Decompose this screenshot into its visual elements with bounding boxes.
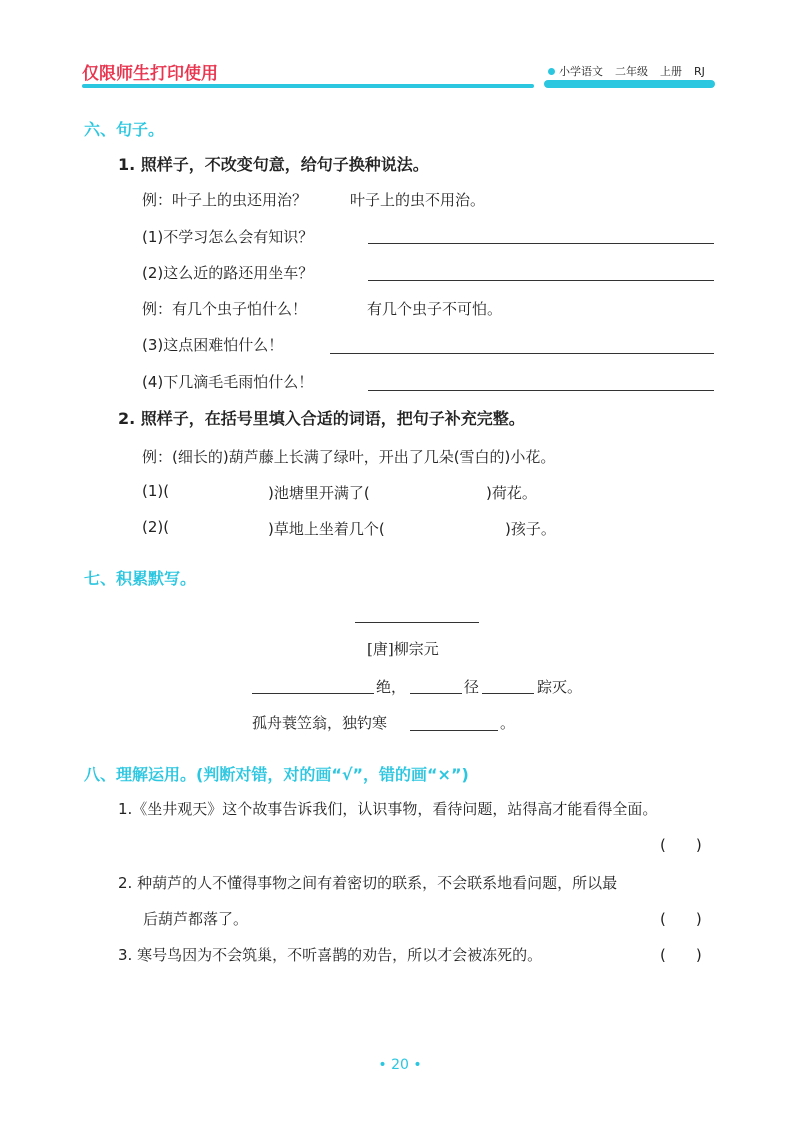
answer-line[interactable] bbox=[330, 353, 714, 354]
poem-line2-a: 孤舟蓑笠翁，独钓寒 bbox=[252, 714, 388, 732]
header-bar bbox=[82, 84, 534, 88]
answer-line[interactable] bbox=[368, 280, 714, 281]
header-grade: 二年级 bbox=[615, 65, 648, 78]
s6-q1-example1-answer: 叶子上的虫不用治。 bbox=[350, 191, 486, 209]
header-book-info bbox=[548, 63, 705, 79]
answer-line[interactable] bbox=[368, 390, 714, 391]
s6-q1-item1: (1)不学习怎么会有知识？ bbox=[142, 228, 314, 246]
header-title: 仅限师生打印使用 bbox=[82, 64, 218, 84]
page-number: • 20 • bbox=[378, 1057, 422, 1073]
poem-author: [唐]柳宗元 bbox=[367, 640, 439, 658]
poem-line1-b: 径 bbox=[464, 678, 480, 696]
poem-line2-end: 。 bbox=[500, 714, 516, 732]
poem-line1-c: 踪灭。 bbox=[537, 678, 583, 696]
s6-q1-example2: 例：有几个虫子怕什么！ bbox=[142, 300, 308, 318]
s8-q3: 3. 寒号鸟因为不会筑巢，不听喜鹊的劝告，所以才会被冻死的。 bbox=[118, 946, 543, 964]
s6-q1-example2-answer: 有几个虫子不可怕。 bbox=[367, 300, 503, 318]
s6-q2-title: 2. 照样子，在括号里填入合适的词语，把句子补充完整。 bbox=[118, 409, 525, 428]
header-bar-accent bbox=[544, 80, 715, 88]
section-7-title: 七、积累默写。 bbox=[84, 569, 197, 588]
s6-q1-item3: (3)这点困难怕什么！ bbox=[142, 336, 284, 354]
s8-q1-answer-paren[interactable]: ( ) bbox=[660, 836, 702, 854]
answer-line[interactable] bbox=[368, 243, 714, 244]
poem-blank[interactable] bbox=[410, 730, 498, 731]
s6-q1-item2: (2)这么近的路还用坐车？ bbox=[142, 264, 314, 282]
s8-q2-line2: 后葫芦都落了。 bbox=[143, 910, 249, 928]
s6-q2-item1-num: (1)( bbox=[142, 482, 170, 500]
s6-q2-example: 例：(细长的)葫芦藤上长满了绿叶，开出了几朵(雪白的)小花。 bbox=[142, 448, 556, 466]
poem-blank[interactable] bbox=[410, 693, 462, 694]
s8-q3-answer-paren[interactable]: ( ) bbox=[660, 946, 702, 964]
section-6-title: 六、句子。 bbox=[84, 120, 165, 139]
poem-blank[interactable] bbox=[252, 693, 374, 694]
header-edition: RJ bbox=[694, 64, 705, 78]
s6-q2-item2-num: (2)( bbox=[142, 518, 170, 536]
s6-q1-title: 1. 照样子，不改变句意，给句子换种说法。 bbox=[118, 155, 429, 174]
s8-q1: 1.《坐井观天》这个故事告诉我们，认识事物，看待问题，站得高才能看得全面。 bbox=[118, 800, 658, 818]
s6-q2-item2-mid: )草地上坐着几个( bbox=[268, 520, 385, 538]
poem-blank[interactable] bbox=[482, 693, 534, 694]
s8-q2-answer-paren[interactable]: ( ) bbox=[660, 910, 702, 928]
s6-q1-item4: (4)下几滴毛毛雨怕什么！ bbox=[142, 373, 314, 391]
bullet-icon bbox=[548, 68, 555, 75]
poem-title-blank[interactable] bbox=[355, 622, 479, 623]
s6-q2-item1-mid: )池塘里开满了( bbox=[268, 484, 370, 502]
s6-q1-example1: 例：叶子上的虫还用治？ bbox=[142, 191, 308, 209]
header-volume: 上册 bbox=[660, 65, 682, 78]
s6-q2-item2-end: )孩子。 bbox=[505, 520, 556, 538]
poem-line1-a: 绝， bbox=[376, 678, 407, 696]
header-subject: 小学语文 bbox=[559, 65, 603, 78]
s6-q2-item1-end: )荷花。 bbox=[486, 484, 537, 502]
section-8-title: 八、理解运用。(判断对错，对的画“√”，错的画“×”) bbox=[84, 765, 469, 784]
s8-q2-line1: 2. 种葫芦的人不懂得事物之间有着密切的联系，不会联系地看问题，所以最 bbox=[118, 874, 618, 892]
